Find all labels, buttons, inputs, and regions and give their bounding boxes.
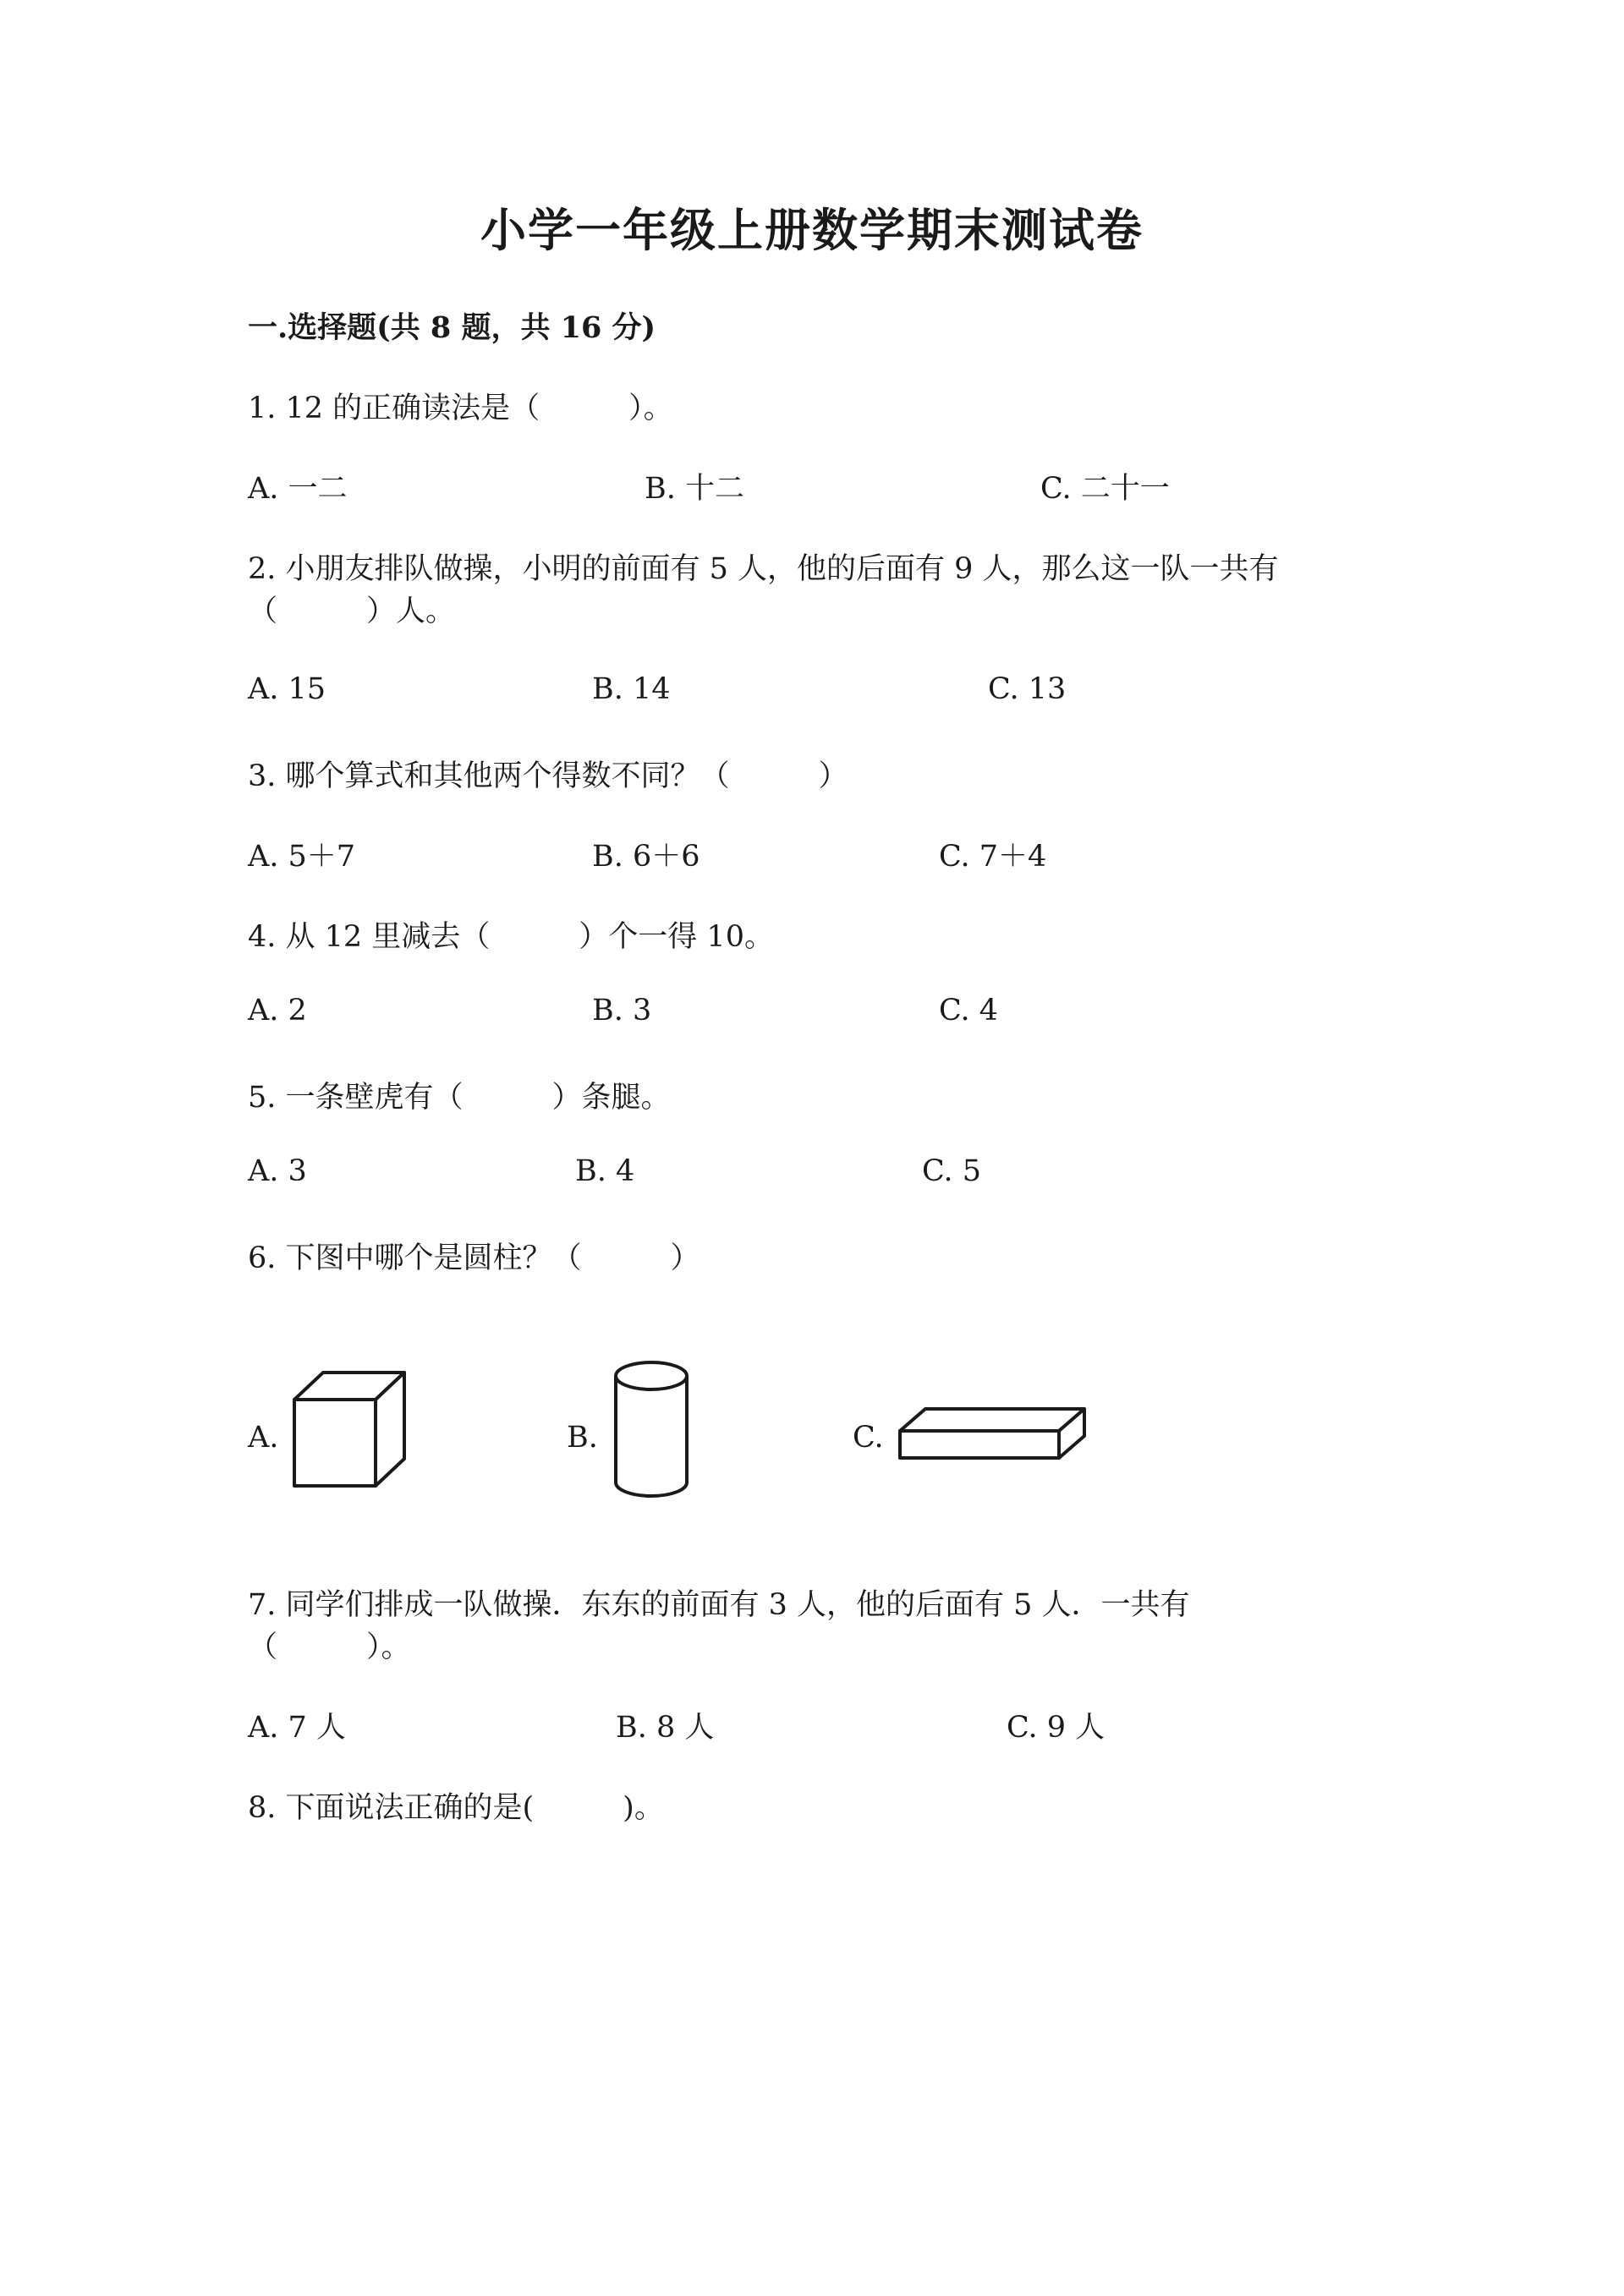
question-7-option-c: C. 9 人 <box>1007 1711 1106 1745</box>
question-2-option-a: A. 15 <box>248 672 326 706</box>
question-7-text-line-2: （ ）。 <box>248 1630 411 1664</box>
question-4-option-b: B. 3 <box>592 994 652 1027</box>
question-7-text-line-1: 7. 同学们排成一队做操．东东的前面有 3 人，他的后面有 5 人．一共有 <box>248 1588 1190 1622</box>
question-1-option-a: A. 一二 <box>248 472 348 506</box>
question-5-text: 5. 一条壁虎有（ ）条腿。 <box>248 1081 671 1115</box>
question-5-option-c: C. 5 <box>922 1154 982 1188</box>
question-5-option-a: A. 3 <box>248 1154 307 1188</box>
question-7-option-a: A. 7 人 <box>248 1711 346 1745</box>
question-6-option-c: C. <box>853 1421 884 1455</box>
question-2-text-line-1: 2. 小朋友排队做操，小明的前面有 5 人，他的后面有 9 人，那么这一队一共有 <box>248 552 1279 586</box>
cylinder-icon <box>609 1357 694 1501</box>
question-4-option-c: C. 4 <box>939 994 999 1027</box>
cuboid-icon <box>895 1404 1089 1463</box>
page-title: 小学一年级上册数学期末测试卷 <box>480 203 1144 257</box>
question-5-option-b: B. 4 <box>575 1154 635 1188</box>
question-8-text: 8. 下面说法正确的是( )。 <box>248 1791 664 1825</box>
question-3-option-b: B. 6＋6 <box>592 840 700 874</box>
question-3-text: 3. 哪个算式和其他两个得数不同？（ ） <box>248 759 848 793</box>
question-7-option-b: B. 8 人 <box>616 1711 715 1745</box>
question-2-text-line-2: （ ）人。 <box>248 595 456 628</box>
question-4-text: 4. 从 12 里减去（ ）个一得 10。 <box>248 920 774 954</box>
question-6-text: 6. 下图中哪个是圆柱？（ ） <box>248 1241 700 1275</box>
question-4-option-a: A. 2 <box>248 994 307 1027</box>
section-heading: 一.选择题(共 8 题，共 16 分) <box>248 310 656 345</box>
question-1-text: 1. 12 的正确读法是（ ）。 <box>248 392 673 425</box>
question-6-option-b: B. <box>567 1421 598 1455</box>
question-2-option-b: B. 14 <box>592 672 671 706</box>
question-1-option-c: C. 二十一 <box>1040 472 1170 506</box>
question-3-option-c: C. 7＋4 <box>939 840 1047 874</box>
cube-icon <box>288 1366 414 1493</box>
question-3-option-a: A. 5＋7 <box>248 840 356 874</box>
question-1-option-b: B. 十二 <box>645 472 744 506</box>
question-6-option-a: A. <box>248 1421 279 1455</box>
question-2-option-c: C. 13 <box>988 672 1067 706</box>
